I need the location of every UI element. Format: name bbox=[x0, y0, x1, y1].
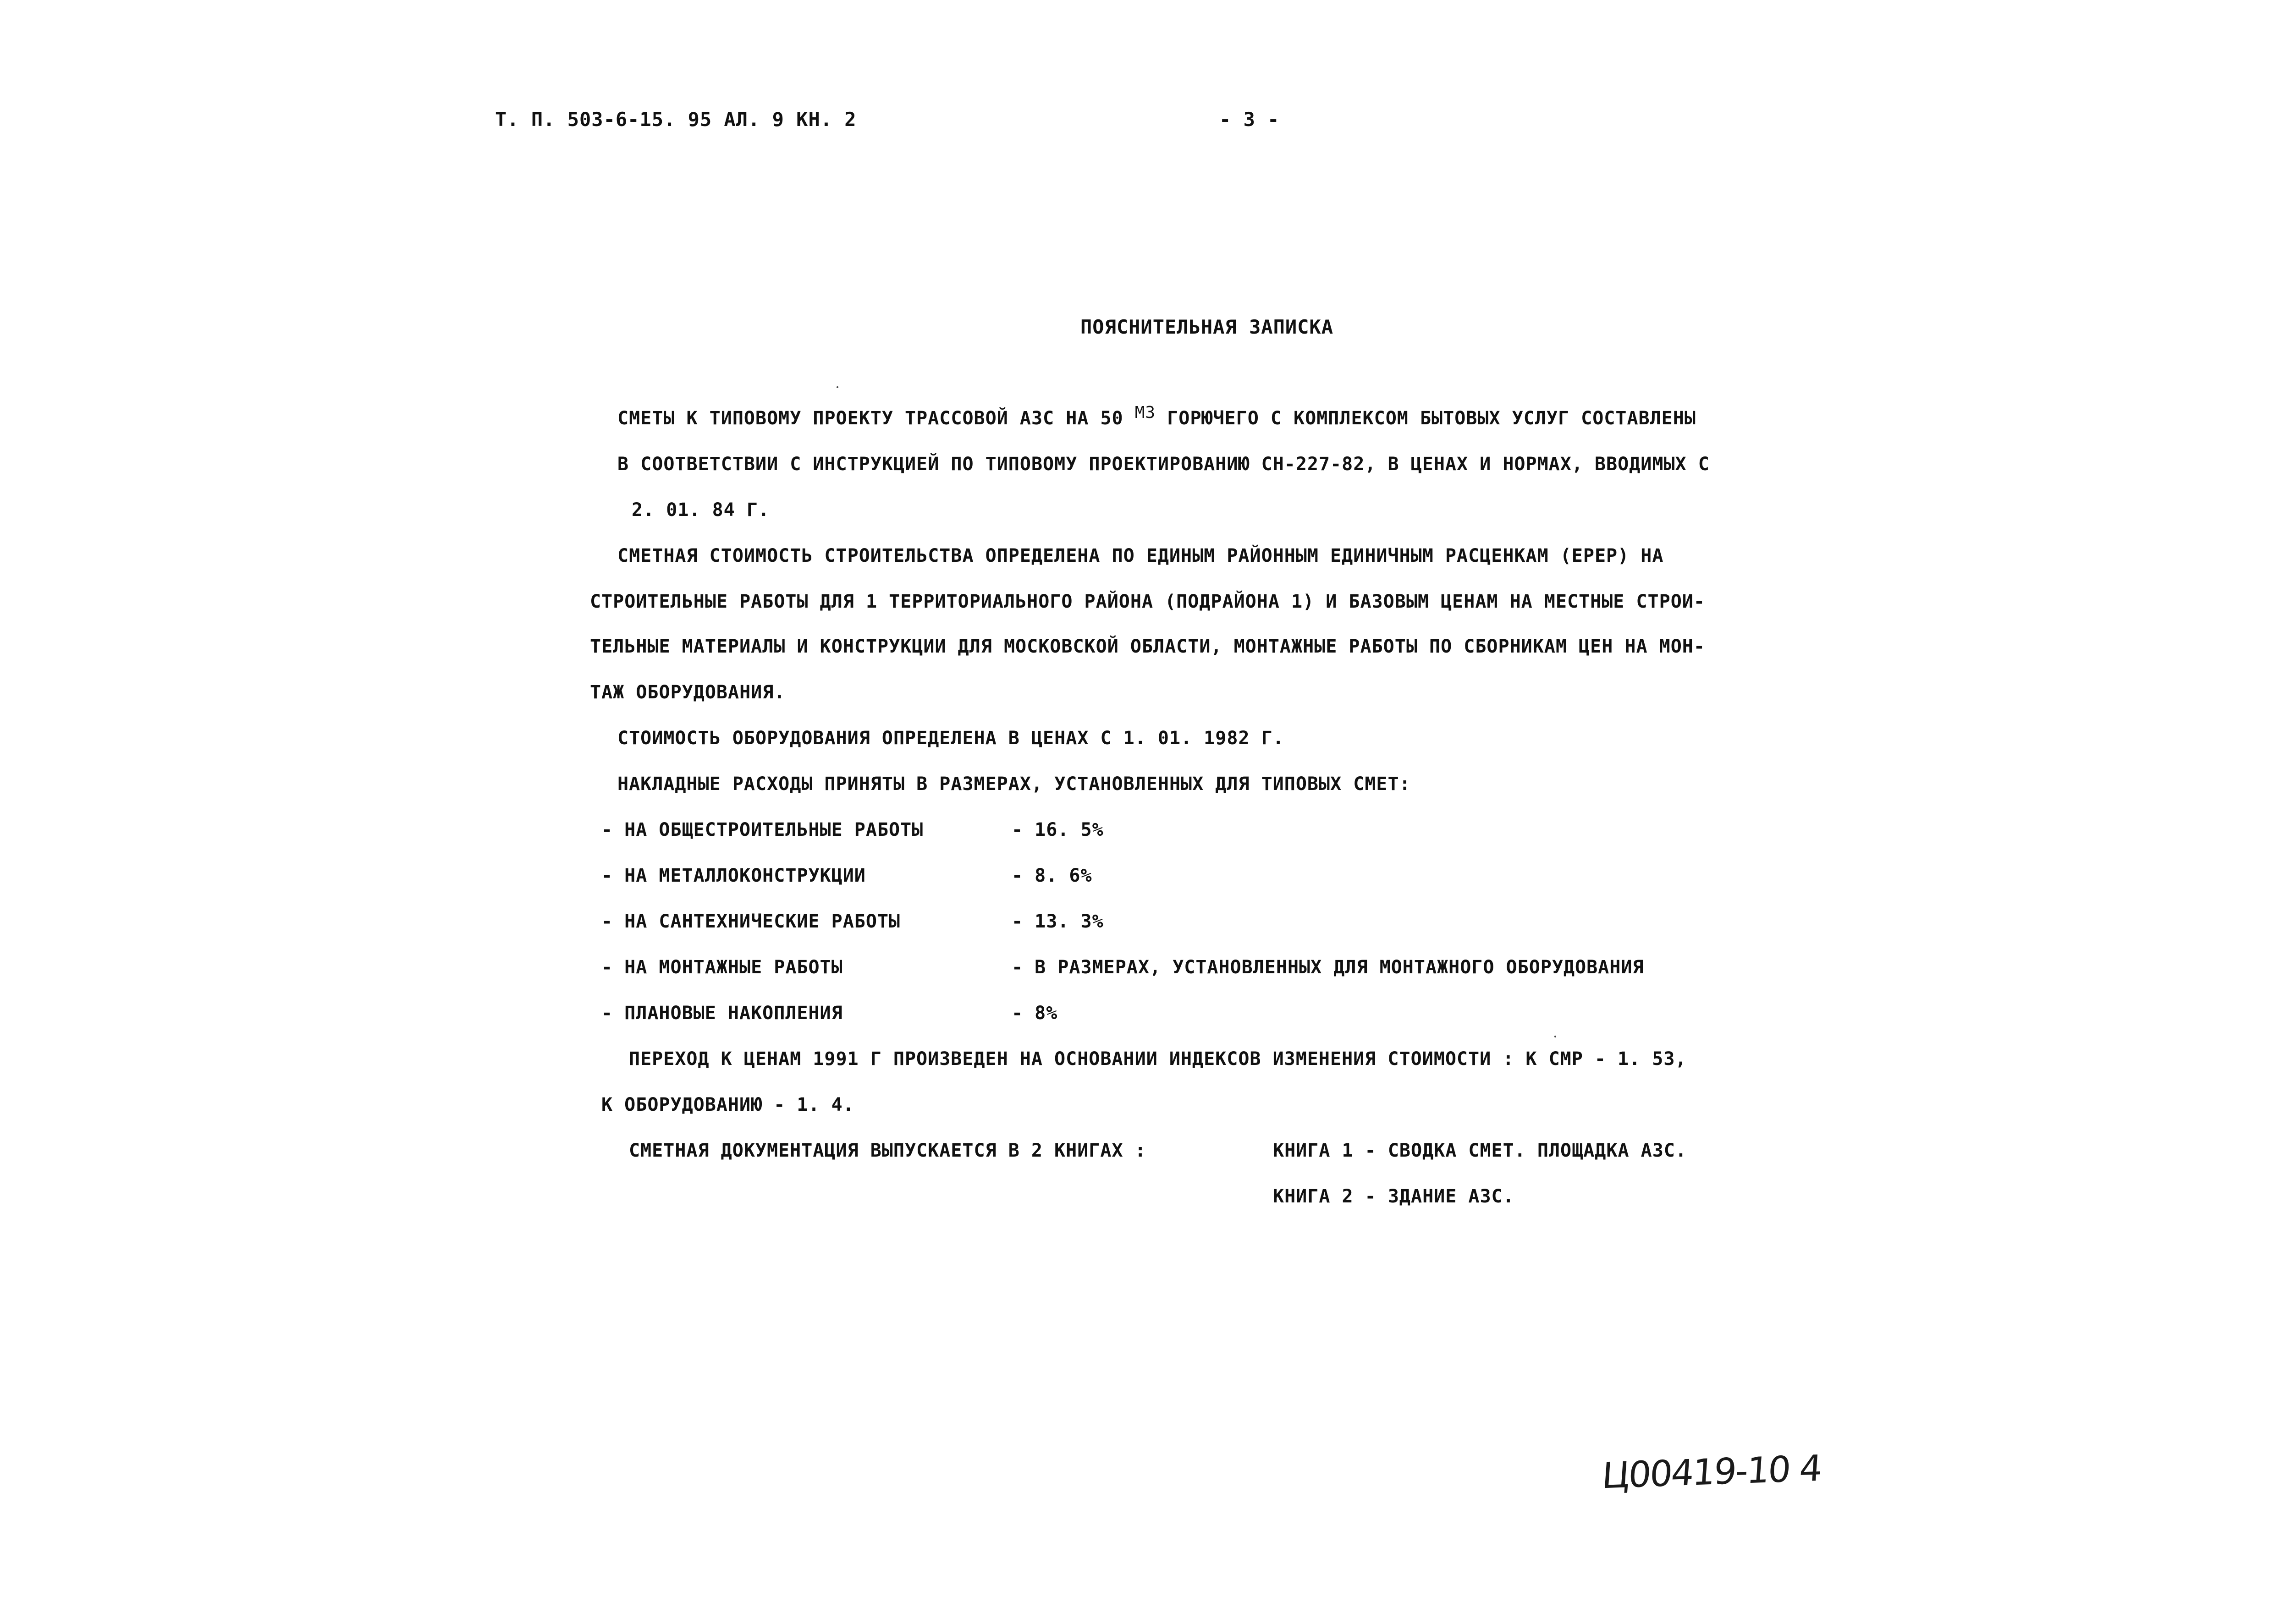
rate-value: - 8% bbox=[1012, 1003, 1058, 1024]
book-1: КНИГА 1 - СВОДКА СМЕТ. ПЛОЩАДКА АЗС. bbox=[1273, 1140, 1687, 1161]
rate-label: - НА САНТЕХНИЧЕСКИЕ РАБОТЫ bbox=[601, 911, 901, 932]
paragraph-line: 2. 01. 84 Г. bbox=[632, 499, 770, 521]
paragraph-line: В СООТВЕТСТВИИ С ИНСТРУКЦИЕЙ ПО ТИПОВОМУ ПРОЕКТИРОВАНИЮ СН-227-82, В ЦЕНАХ И НОРМАХ, ВВОДИМЫХ С bbox=[617, 454, 1710, 475]
scan-speck bbox=[837, 386, 838, 388]
page-number: - 3 - bbox=[1219, 108, 1280, 131]
rate-label: - НА МОНТАЖНЫЕ РАБОТЫ bbox=[601, 957, 843, 978]
paragraph-line: К ОБОРУДОВАНИЮ - 1. 4. bbox=[601, 1094, 854, 1115]
paragraph-line bbox=[617, 403, 1696, 429]
paragraph-line: СТРОИТЕЛЬНЫЕ РАБОТЫ ДЛЯ 1 ТЕРРИТОРИАЛЬНОГО РАЙОНА (ПОДРАЙОНА 1) И БАЗОВЫМ ЦЕНАМ НА МЕСТНЫЕ СТРОИ- bbox=[590, 591, 1705, 612]
paragraph-line: СТОИМОСТЬ ОБОРУДОВАНИЯ ОПРЕДЕЛЕНА В ЦЕНАХ С 1. 01. 1982 Г. bbox=[617, 728, 1284, 749]
rate-value: - 13. 3% bbox=[1012, 911, 1104, 932]
paragraph-line: СМЕТНАЯ СТОИМОСТЬ СТРОИТЕЛЬСТВА ОПРЕДЕЛЕНА ПО ЕДИНЫМ РАЙОННЫМ ЕДИНИЧНЫМ РАСЦЕНКАМ (ЕРЕР) НА bbox=[617, 545, 1664, 566]
paragraph-line: ПЕРЕХОД К ЦЕНАМ 1991 Г ПРОИЗВЕДЕН НА ОСНОВАНИИ ИНДЕКСОВ ИЗМЕНЕНИЯ СТОИМОСТИ : К СМР - 1. 53, bbox=[629, 1048, 1687, 1070]
rate-label: - ПЛАНОВЫЕ НАКОПЛЕНИЯ bbox=[601, 1003, 843, 1024]
page-title: ПОЯСНИТЕЛЬНАЯ ЗАПИСКА bbox=[1080, 316, 1334, 338]
rate-value: - В РАЗМЕРАХ, УСТАНОВЛЕННЫХ ДЛЯ МОНТАЖНОГО ОБОРУДОВАНИЯ bbox=[1012, 957, 1644, 978]
rate-value: - 8. 6% bbox=[1012, 865, 1092, 886]
doc-code: Т. П. 503-6-15. 95 АЛ. 9 КН. 2 bbox=[495, 108, 857, 131]
paragraph-text: ГОРЮЧЕГО С КОМПЛЕКСОМ БЫТОВЫХ УСЛУГ СОСТАВЛЕНЫ bbox=[1167, 408, 1696, 429]
handwritten-code: Ц00419-10 4 bbox=[1600, 1448, 1823, 1497]
paragraph-line: ТЕЛЬНЫЕ МАТЕРИАЛЫ И КОНСТРУКЦИИ ДЛЯ МОСКОВСКОЙ ОБЛАСТИ, МОНТАЖНЫЕ РАБОТЫ ПО СБОРНИКАМ ЦЕН НА МОН- bbox=[590, 636, 1705, 657]
paragraph-text: СМЕТЫ К ТИПОВОМУ ПРОЕКТУ ТРАССОВОЙ АЗС НА 50 bbox=[617, 408, 1123, 429]
rate-label: - НА МЕТАЛЛОКОНСТРУКЦИИ bbox=[601, 865, 866, 886]
paragraph-line: НАКЛАДНЫЕ РАСХОДЫ ПРИНЯТЫ В РАЗМЕРАХ, УСТАНОВЛЕННЫХ ДЛЯ ТИПОВЫХ СМЕТ: bbox=[617, 774, 1411, 795]
unit-m3: М3 bbox=[1134, 403, 1156, 422]
scan-speck bbox=[1554, 1036, 1556, 1037]
books-intro: СМЕТНАЯ ДОКУМЕНТАЦИЯ ВЫПУСКАЕТСЯ В 2 КНИГАХ : bbox=[629, 1140, 1146, 1161]
rate-value: - 16. 5% bbox=[1012, 819, 1104, 840]
rate-label: - НА ОБЩЕСТРОИТЕЛЬНЫЕ РАБОТЫ bbox=[601, 819, 924, 840]
paragraph-line: ТАЖ ОБОРУДОВАНИЯ. bbox=[590, 682, 786, 703]
book-2: КНИГА 2 - ЗДАНИЕ АЗС. bbox=[1273, 1186, 1514, 1207]
